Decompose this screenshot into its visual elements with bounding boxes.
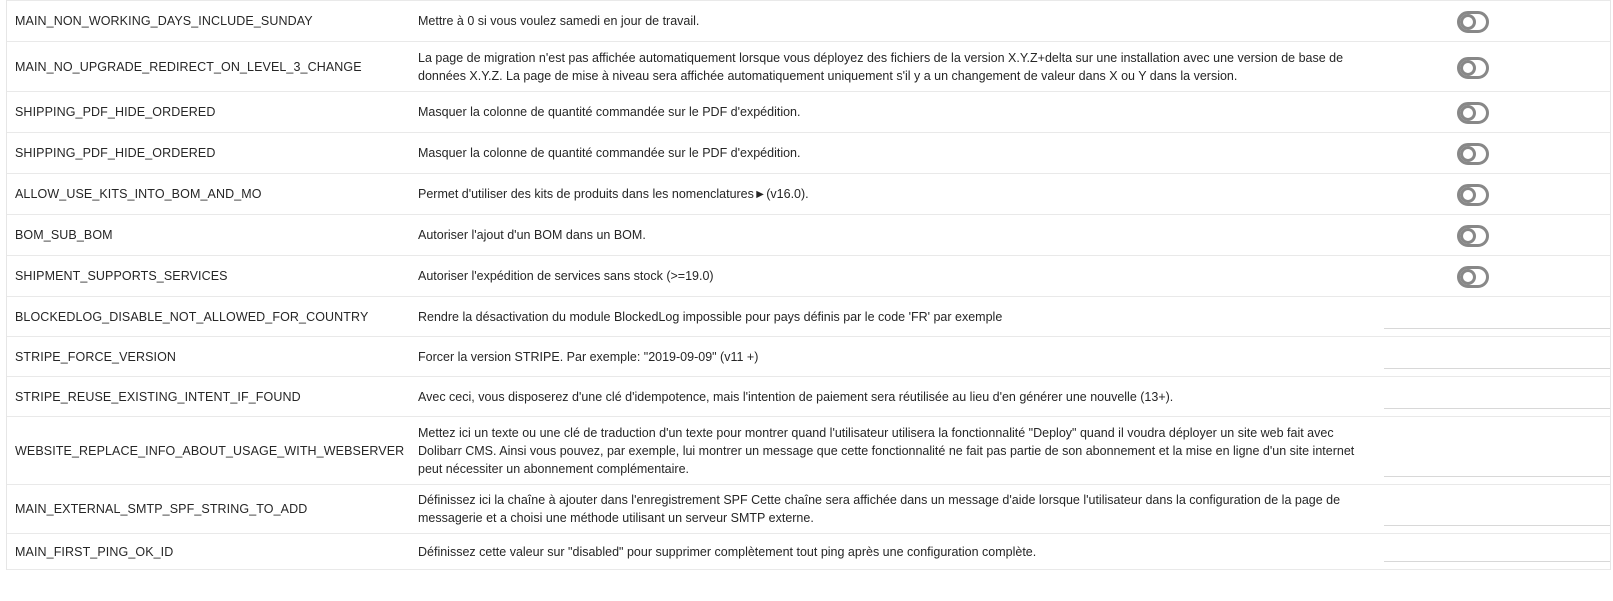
constant-value-cell [1384, 377, 1610, 416]
table-row [7, 256, 1610, 297]
constant-value-cell [1384, 417, 1610, 484]
table-row [7, 337, 1610, 377]
table-row [7, 417, 1610, 485]
constant-name: STRIPE_REUSE_EXISTING_INTENT_IF_FOUND [15, 389, 301, 404]
toggle-off-icon[interactable] [1457, 102, 1489, 124]
constant-description: La page de migration n'est pas affichée automatiquement lorsque vous déployez des fichiers de la version X.Y.Z+delta sur une installation avec une version de base de données X.Y.Z. La page de mise à niveau sera affichée automatiquement uniquement s'il y a un changement de valeur dans X ou Y dans la version. [418, 50, 1344, 83]
constant-value-cell [1384, 215, 1610, 255]
constant-name: MAIN_NO_UPGRADE_REDIRECT_ON_LEVEL_3_CHANGE [15, 59, 362, 74]
constant-description: Masquer la colonne de quantité commandée sur le PDF d'expédition. [418, 105, 801, 119]
table-row [7, 215, 1610, 256]
constant-name: SHIPPING_PDF_HIDE_ORDERED [15, 146, 216, 160]
constant-description: Autoriser l'ajout d'un BOM dans un BOM. [418, 228, 646, 242]
constant-name: STRIPE_FORCE_VERSION [15, 349, 177, 364]
table-row [7, 133, 1610, 174]
constant-name: MAIN_FIRST_PING_OK_ID [15, 544, 174, 559]
constant-name: WEBSITE_REPLACE_INFO_ABOUT_USAGE_WITH_WEBSERVER [15, 443, 405, 458]
toggle-off-icon[interactable] [1457, 184, 1489, 206]
table-row [7, 42, 1610, 92]
constant-value-input[interactable] [1384, 525, 1610, 526]
constant-value-cell [1384, 256, 1610, 296]
toggle-off-icon[interactable] [1457, 225, 1489, 247]
constant-value-input[interactable] [1384, 408, 1610, 409]
constant-value-cell [1384, 1, 1610, 41]
constant-name: MAIN_NON_WORKING_DAYS_INCLUDE_SUNDAY [15, 14, 313, 28]
table-row [7, 297, 1610, 337]
constant-value-cell [1384, 485, 1610, 533]
table-row [7, 485, 1610, 534]
constant-value-cell [1384, 42, 1610, 91]
constants-table [6, 0, 1611, 570]
table-row [7, 534, 1610, 570]
toggle-off-icon[interactable] [1457, 266, 1489, 288]
table-row [7, 0, 1610, 42]
constant-value-cell [1384, 337, 1610, 376]
constant-value-cell [1384, 133, 1610, 173]
constant-description: Masquer la colonne de quantité commandée sur le PDF d'expédition. [418, 146, 801, 160]
toggle-off-icon[interactable] [1457, 11, 1489, 33]
constant-value-input[interactable] [1384, 476, 1610, 477]
constant-description: Mettez ici un texte ou une clé de traduction d'un texte pour montrer quand l'utilisateur utilisera la fonctionnalité "Deploy" quand il voudra déployer un site web fait avec Dolibarr CMS. Ainsi vous pouvez, par exemple, lui montrer un message que cette fonctionnalité ne fait pas partie de son abonnement et la mise en ligne d'un site internet peut nécessiter un abonnement complémentaire. [418, 425, 1355, 476]
constant-value-input[interactable] [1384, 561, 1610, 562]
constant-value-cell [1384, 174, 1610, 214]
constant-name: SHIPPING_PDF_HIDE_ORDERED [15, 105, 216, 119]
constant-name: ALLOW_USE_KITS_INTO_BOM_AND_MO [15, 187, 262, 201]
table-row [7, 92, 1610, 133]
constant-value-cell [1384, 297, 1610, 336]
table-row [7, 174, 1610, 215]
constant-value-cell [1384, 534, 1610, 569]
constant-description: Définissez cette valeur sur "disabled" pour supprimer complètement tout ping après une configuration complète. [418, 544, 1037, 559]
constant-name: MAIN_EXTERNAL_SMTP_SPF_STRING_TO_ADD [15, 502, 308, 516]
constant-description: Permet d'utiliser des kits de produits dans les nomenclatures►(v16.0). [418, 187, 809, 201]
constant-name: BLOCKEDLOG_DISABLE_NOT_ALLOWED_FOR_COUNTRY [15, 309, 369, 324]
constant-name: SHIPMENT_SUPPORTS_SERVICES [15, 269, 228, 283]
constant-name: BOM_SUB_BOM [15, 228, 113, 242]
constant-description: Mettre à 0 si vous voulez samedi en jour de travail. [418, 14, 700, 28]
toggle-off-icon[interactable] [1457, 143, 1489, 165]
constant-value-input[interactable] [1384, 328, 1610, 329]
constant-description: Définissez ici la chaîne à ajouter dans l'enregistrement SPF Cette chaîne sera affichée dans un message d'aide lorsque l'utilisateur dans la configuration de la page de messagerie et a choisi une méthode utilisant un serveur SMTP externe. [418, 493, 1341, 525]
constant-description: Rendre la désactivation du module BlockedLog impossible pour pays définis par le code 'FR' par exemple [418, 309, 1003, 324]
constant-description: Avec ceci, vous disposerez d'une clé d'idempotence, mais l'intention de paiement sera réutilisée au lieu d'en générer une nouvelle (13+). [418, 389, 1174, 404]
constant-description: Forcer la version STRIPE. Par exemple: "2019-09-09" (v11 +) [418, 349, 759, 364]
constant-value-cell [1384, 92, 1610, 132]
table-row [7, 377, 1610, 417]
constant-description: Autoriser l'expédition de services sans stock (>=19.0) [418, 269, 714, 283]
constant-value-input[interactable] [1384, 368, 1610, 369]
toggle-off-icon[interactable] [1457, 57, 1489, 79]
